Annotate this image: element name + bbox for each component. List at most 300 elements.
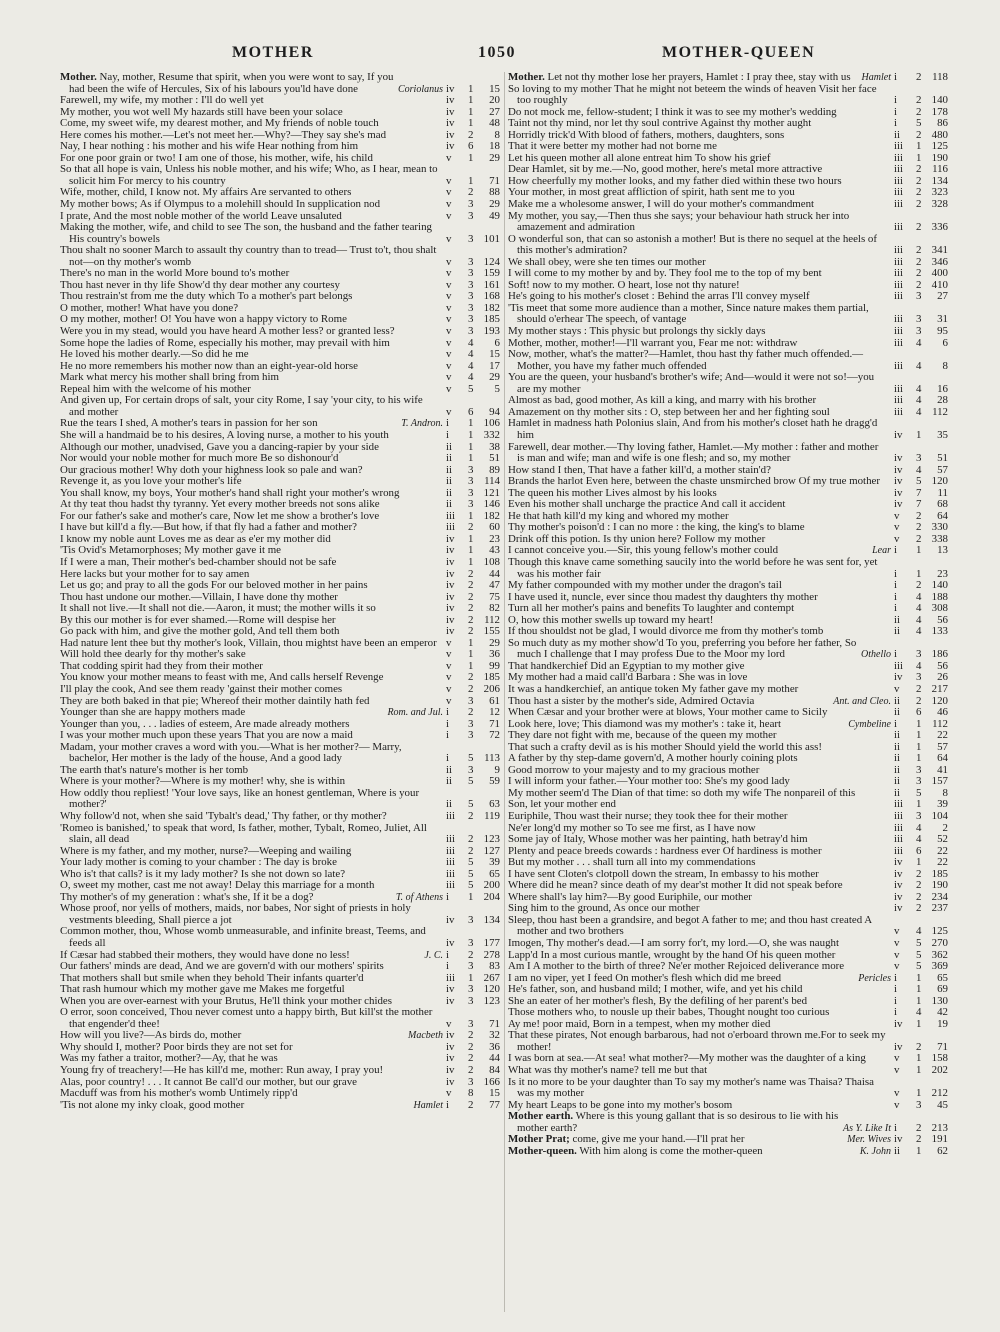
quotation-text: O, sweet my mother, cast me not away! Delay this marriage for a month [60, 879, 375, 892]
scene-ref: 1 [468, 890, 474, 903]
line-ref: 88 [489, 186, 500, 199]
act-ref: iv [446, 590, 455, 603]
act-ref: ii [894, 706, 901, 719]
line-ref: 65 [489, 867, 500, 880]
quotation-text: Ay me! poor maid, Born in a tempest, when my mother died [508, 1017, 771, 1030]
quotation-text: Good morrow to your majesty and to my gracious mother [508, 763, 760, 776]
act-ref: ii [446, 475, 453, 488]
scene-ref: 2 [468, 844, 474, 857]
scene-ref: 5 [468, 382, 474, 395]
concordance-entry [508, 211, 948, 234]
quotation-text: How oddly thou repliest! 'Your love says, like an honest gentleman, Where is your mother?' [60, 786, 420, 811]
scene-ref: 1 [468, 648, 474, 661]
line-ref: 123 [483, 833, 500, 846]
quotation-text: For one poor grain or two! I am one of those, his mother, wife, his child [60, 151, 373, 164]
act-ref: iv [446, 105, 455, 118]
line-ref: 328 [931, 198, 948, 211]
quotation-text: Mother earth. Where is this young gallant that is so desirous to lie with his mother earth? [508, 1110, 839, 1134]
scene-ref: 1 [916, 752, 922, 765]
scene-ref: 2 [468, 590, 474, 603]
line-ref: 39 [489, 856, 500, 869]
act-ref: v [446, 209, 452, 222]
line-ref: 71 [489, 1017, 500, 1030]
quotation-text: Who is't that calls? is it my lady mother? Is she not down so late? [60, 867, 346, 880]
scene-ref: 2 [916, 244, 922, 257]
line-ref: 178 [931, 105, 948, 118]
scene-ref: 1 [468, 151, 474, 164]
scene-ref: 2 [916, 105, 922, 118]
act-ref: ii [446, 775, 453, 788]
quotation-text: Thy mother's poison'd : I can no more : the king, the king's to blame [508, 521, 805, 534]
scene-ref: 1 [468, 94, 474, 107]
quotation-text: Dear Hamlet, sit by me.—No, good mother, here's metal more attractive [508, 163, 823, 176]
act-ref: i [446, 1098, 450, 1111]
scene-ref: 2 [468, 948, 474, 961]
line-ref: 108 [483, 555, 500, 568]
scene-ref: 4 [916, 382, 922, 395]
line-ref: 15 [489, 348, 500, 361]
line-ref: 62 [937, 1144, 948, 1157]
line-ref: 57 [937, 740, 948, 753]
scene-ref: 2 [916, 174, 922, 187]
act-ref: iii [894, 313, 904, 326]
act-ref: iii [894, 198, 904, 211]
act-ref: i [446, 752, 450, 765]
scene-ref: 3 [468, 1075, 474, 1088]
act-ref: iii [446, 833, 456, 846]
line-ref: 113 [484, 752, 500, 765]
play-title: Lear [872, 545, 891, 557]
act-ref: v [894, 948, 900, 961]
line-ref: 177 [483, 937, 500, 950]
line-ref: 206 [483, 682, 500, 695]
scene-ref: 8 [468, 1087, 474, 1100]
act-ref: ii [894, 786, 901, 799]
scene-ref: 2 [468, 671, 474, 684]
quotation-text: Nor would your noble mother for much more Be so dishonour'd [60, 452, 339, 465]
act-ref: i [894, 994, 898, 1007]
scene-ref: 1 [916, 1087, 922, 1100]
act-ref: i [894, 544, 898, 557]
act-ref: iii [894, 833, 904, 846]
act-ref: v [894, 532, 900, 545]
quotation-text: That codding spirit had they from their mother [60, 659, 263, 672]
act-ref: iii [894, 244, 904, 257]
line-ref: 140 [931, 579, 948, 592]
scene-ref: 1 [916, 729, 922, 742]
scene-ref: 2 [916, 198, 922, 211]
concordance-entry [508, 1146, 948, 1158]
scene-ref: 3 [468, 232, 474, 245]
scene-ref: 7 [916, 486, 922, 499]
line-ref: 94 [489, 405, 500, 418]
act-ref: v [894, 1052, 900, 1065]
quotation-text: Soft! now to my mother. O heart, lose not thy nature! [508, 278, 740, 291]
act-ref: v [446, 151, 452, 164]
act-ref: v [446, 348, 452, 361]
scene-ref: 3 [916, 810, 922, 822]
act-ref: iv [446, 1052, 455, 1065]
scene-ref: 5 [468, 867, 474, 880]
scene-ref: 4 [468, 371, 474, 384]
line-ref: 123 [483, 994, 500, 1007]
act-ref: iii [894, 267, 904, 280]
quotation-text: It shall not live.—It shall not die.—Aaron, it must; the mother wills it so [60, 602, 376, 615]
scene-ref: 1 [916, 1064, 922, 1077]
scene-ref: 1 [468, 105, 474, 118]
scene-ref: 3 [468, 278, 474, 291]
quotation-text: I know my noble aunt Loves me as dear as e'er my mother did [60, 532, 331, 545]
act-ref: i [446, 717, 450, 730]
line-ref: 323 [931, 186, 948, 199]
concordance-entry [60, 349, 500, 361]
act-ref: ii [894, 613, 901, 626]
quotation-text: Why should I, mother? Poor birds they are not set for [60, 1040, 293, 1053]
concordance-entry [60, 961, 500, 973]
scene-ref: 4 [916, 1006, 922, 1019]
concordance-entry [508, 442, 948, 465]
line-ref: 22 [937, 729, 948, 742]
quotation-text: A father by thy step-dame govern'd, A mother hourly coining plots [508, 752, 798, 765]
quotation-text: If Cæsar had stabbed their mothers, they would have done no less! [60, 948, 350, 961]
quotation-text: Sing him to the ground, As once our mother [508, 902, 700, 915]
line-ref: 212 [931, 1087, 948, 1100]
line-ref: 23 [937, 567, 948, 580]
line-ref: 99 [489, 659, 500, 672]
act-ref: iv [446, 140, 455, 153]
act-ref: v [446, 1017, 452, 1030]
line-ref: 120 [483, 983, 500, 996]
line-ref: 32 [489, 1029, 500, 1042]
act-ref: iv [446, 994, 455, 1007]
act-ref: v [446, 371, 452, 384]
concordance-entry [60, 222, 500, 245]
line-ref: 8 [942, 786, 948, 799]
line-ref: 51 [937, 452, 948, 465]
play-title: K. John [859, 1145, 891, 1157]
line-ref: 20 [489, 94, 500, 107]
scene-ref: 1 [468, 659, 474, 672]
quotation-text: I have sent Cloten's clotpoll down the stream, In embassy to his mother [508, 867, 819, 880]
line-ref: 29 [489, 371, 500, 384]
scene-ref: 1 [916, 717, 922, 730]
scene-ref: 3 [916, 1098, 922, 1111]
line-ref: 120 [931, 475, 948, 488]
scene-ref: 3 [468, 313, 474, 326]
scene-ref: 3 [468, 486, 474, 499]
quotation-text: Thou hast never in thy life Show'd thy dear mother any courtesy [60, 278, 340, 291]
quotation-text: Drink off this potion. Is thy union here? Follow my mother [508, 532, 766, 545]
act-ref: ii [894, 740, 901, 753]
line-ref: 270 [931, 937, 948, 950]
act-ref: iii [894, 336, 904, 349]
concordance-entry [508, 234, 948, 257]
quotation-text: Will hold thee dearly for thy mother's sake [60, 648, 246, 661]
quotation-text: I will come to my mother by and by. They fool me to the top of my bent [508, 267, 822, 280]
scene-ref: 2 [468, 521, 474, 534]
play-title: Macbeth [408, 1030, 443, 1042]
act-ref: v [446, 671, 452, 684]
scene-ref: 4 [468, 359, 474, 372]
quotation-text: Plenty and peace breeds cowards : hardness ever Of hardiness is mother [508, 844, 822, 857]
concordance-entry [508, 118, 948, 130]
quotation-text: He no more remembers his mother now than an eight-year-old horse [60, 359, 358, 372]
scene-ref: 6 [468, 405, 474, 418]
quotation-text: Alas, poor country! . . . It cannot Be call'd our mother, but our grave [60, 1075, 358, 1088]
line-ref: 77 [489, 1098, 500, 1111]
act-ref: iv [894, 428, 903, 441]
quotation-text: Turn all her mother's pains and benefits To laughter and contempt [508, 602, 795, 615]
line-ref: 29 [489, 636, 500, 649]
quotation-text: I'll play the cook, And see them ready 'gainst their mother comes [60, 682, 343, 695]
act-ref: i [446, 890, 450, 903]
line-ref: 72 [489, 729, 500, 742]
quotation-text: Our gracious mother! Why doth your highness look so pale and wan? [60, 463, 363, 476]
line-ref: 237 [931, 902, 948, 915]
quotation-text: If thou shouldst not be glad, I would divorce me from thy mother's tomb [508, 625, 824, 638]
act-ref: v [894, 925, 900, 938]
concordance-entry [60, 395, 500, 418]
act-ref: iv [446, 913, 455, 926]
quotation-text: You shall know, my boys, Your mother's hand shall right your mother's wrong [60, 486, 400, 499]
scene-ref: 2 [468, 602, 474, 615]
quotation-text: And given up, For certain drops of salt, your city Rome, I say 'your city, to his wife and mother [60, 394, 423, 418]
act-ref: iii [894, 359, 904, 372]
line-ref: 308 [931, 602, 948, 615]
line-ref: 68 [937, 498, 948, 511]
line-ref: 26 [937, 671, 948, 684]
concordance-entry [508, 1030, 948, 1053]
act-ref: v [446, 290, 452, 303]
line-ref: 185 [931, 867, 948, 880]
line-ref: 130 [931, 994, 948, 1007]
scene-ref: 5 [468, 856, 474, 869]
concordance-entry [60, 580, 500, 592]
quotation-text: I cannot conceive you.—Sir, this young fellow's mother could [508, 544, 779, 557]
scene-ref: 3 [916, 452, 922, 465]
quotation-text: So much duty as my mother show'd To you, preferring you before her father, So much I challenge that I may profess Due to the Moor my lord [508, 636, 857, 661]
concordance-entry [508, 326, 948, 338]
quotation-text: But my mother . . . shall turn all into my commendations [508, 856, 756, 869]
line-ref: 330 [931, 521, 948, 534]
scene-ref: 4 [916, 463, 922, 476]
act-ref: v [446, 648, 452, 661]
scene-ref: 2 [916, 71, 922, 83]
concordance-entry [60, 1088, 500, 1100]
act-ref: v [894, 521, 900, 534]
scene-ref: 1 [468, 428, 474, 441]
act-ref: v [446, 336, 452, 349]
scene-ref: 3 [468, 463, 474, 476]
quotation-text: Brands the harlot Even here, between the chaste unsmirched brow Of my true mother [508, 475, 880, 488]
quotation-text: At thy teat thou hadst thy tyranny. Yet every mother breeds not sons alike [60, 498, 380, 511]
line-ref: 182 [483, 301, 500, 314]
act-ref: iii [894, 821, 904, 834]
concordance-entry [508, 834, 948, 846]
scene-ref: 1 [468, 452, 474, 465]
act-ref: i [894, 579, 898, 592]
scene-ref: 5 [916, 960, 922, 973]
scene-ref: 1 [468, 82, 474, 95]
concordance-entry [508, 372, 948, 395]
line-ref: 158 [931, 1052, 948, 1065]
scene-ref: 3 [916, 775, 922, 788]
quotation-text: Was my father a traitor, mother?—Ay, that he was [60, 1052, 278, 1065]
act-ref: iv [446, 82, 455, 95]
line-ref: 71 [489, 717, 500, 730]
quotation-text: Come, my sweet wife, my dearest mother, and My friends of noble touch [60, 117, 379, 130]
quotation-text: When you are over-earnest with your Brutus, He'll think your mother chides [60, 994, 393, 1007]
scene-ref: 1 [468, 555, 474, 568]
line-ref: 64 [937, 509, 948, 522]
scene-ref: 1 [916, 428, 922, 441]
concordance-entry [508, 638, 948, 661]
quotation-text: Mother. Nay, mother, Resume that spirit, when you were wont to say, If you had been the wife of Hercules, Six of his labours you'ld have done [60, 71, 394, 95]
scene-ref: 1 [916, 983, 922, 996]
act-ref: v [894, 509, 900, 522]
quotation-text: Look here, love; This diamond was my mother's : take it, heart [508, 717, 782, 730]
scene-ref: 2 [916, 521, 922, 534]
play-title: Mer. Wives [847, 1134, 891, 1146]
scene-ref: 2 [916, 267, 922, 280]
concordance-entry [508, 303, 948, 326]
scene-ref: 2 [916, 1121, 922, 1134]
scene-ref: 3 [468, 729, 474, 742]
act-ref: v [446, 682, 452, 695]
scene-ref: 5 [916, 475, 922, 488]
concordance-entry [508, 811, 948, 823]
line-ref: 83 [489, 960, 500, 973]
concordance-entry [60, 164, 500, 187]
line-ref: 51 [489, 452, 500, 465]
act-ref: v [446, 174, 452, 187]
concordance-entry [60, 95, 500, 107]
quotation-text: I will inform your father.—Your mother too: She's my good lady [508, 775, 790, 788]
quotation-text: Thou hast undone our mother.—Villain, I have done thy mother [60, 590, 338, 603]
line-ref: 6 [494, 336, 500, 349]
act-ref: v [446, 313, 452, 326]
line-ref: 190 [931, 151, 948, 164]
headword: Mother earth. [508, 1110, 574, 1123]
headword: Mother. [508, 71, 545, 83]
scene-ref: 3 [468, 255, 474, 268]
play-title: As Y. Like It [843, 1122, 891, 1134]
quotation-text: My father compounded with my mother under the dragon's tail [508, 579, 782, 592]
quotation-text: That rash humour which my mother gave me Makes me forgetful [60, 983, 345, 996]
scene-ref: 2 [916, 890, 922, 903]
scene-ref: 2 [916, 221, 922, 234]
act-ref: iv [894, 1017, 903, 1030]
act-ref: i [894, 717, 898, 730]
concordance-entry [60, 1007, 500, 1030]
act-ref: iii [446, 509, 456, 522]
line-ref: 2 [942, 821, 948, 834]
line-ref: 52 [937, 833, 948, 846]
line-ref: 63 [489, 798, 500, 811]
quotation-text: Imogen, Thy mother's dead.—I am sorry for't, my lord.—O, she was naught [508, 937, 839, 950]
line-ref: 369 [931, 960, 948, 973]
quotation-text: Macduff was from his mother's womb Untimely ripp'd [60, 1087, 298, 1100]
scene-ref: 7 [916, 498, 922, 511]
quotation-text: Whose proof, nor yells of mothers, maids, nor babes, Nor sight of priests in holy vestments bleeding, Shall pierce a jot [60, 902, 411, 926]
concordance-entry [508, 730, 948, 742]
concordance-entry [508, 476, 948, 488]
concordance-entry [60, 326, 500, 338]
scene-ref: 2 [916, 902, 922, 915]
line-ref: 166 [483, 1075, 500, 1088]
scene-ref: 2 [468, 833, 474, 846]
line-ref: 49 [489, 209, 500, 222]
quotation-text: Revenge it, as you love your mother's life [60, 475, 242, 488]
line-ref: 104 [931, 810, 948, 822]
act-ref: i [894, 1121, 898, 1134]
quotation-text: He's going to his mother's closet : Behind the arras I'll convey myself [508, 290, 810, 303]
scene-ref: 3 [468, 1017, 474, 1030]
quotation-text: Common mother, thou, Whose womb unmeasurable, and infinite breast, Teems, and feeds all [60, 925, 426, 950]
line-ref: 6 [942, 336, 948, 349]
line-ref: 86 [937, 117, 948, 130]
scene-ref: 2 [468, 682, 474, 695]
line-ref: 202 [931, 1064, 948, 1077]
line-ref: 118 [932, 71, 948, 83]
quotation-text: Younger than you, . . . ladies of esteem, Are made already mothers [60, 717, 350, 730]
act-ref: v [446, 636, 452, 649]
line-ref: 191 [931, 1133, 948, 1146]
line-ref: 127 [483, 844, 500, 857]
scene-ref: 4 [916, 602, 922, 615]
concordance-entry [60, 1100, 500, 1112]
quotation-text: My heart Leaps to be gone into my mother's bosom [508, 1098, 733, 1111]
act-ref: iv [894, 902, 903, 915]
act-ref: iv [446, 602, 455, 615]
quotation-text: Where shall's lay him?—By good Euriphile, our mother [508, 890, 752, 903]
scene-ref: 3 [916, 325, 922, 338]
act-ref: iv [446, 544, 455, 557]
act-ref: ii [446, 486, 453, 499]
line-ref: 234 [931, 890, 948, 903]
scene-ref: 3 [916, 671, 922, 684]
concordance-entry [508, 557, 948, 580]
column-divider [504, 72, 505, 1312]
line-ref: 22 [937, 844, 948, 857]
scene-ref: 2 [916, 163, 922, 176]
act-ref: iv [446, 1029, 455, 1042]
quotation-text: Thou restrain'st from me the duty which To a mother's part belongs [60, 290, 353, 303]
act-ref: v [446, 255, 452, 268]
scene-ref: 1 [468, 532, 474, 545]
act-ref: i [446, 417, 450, 430]
concordance-entry [60, 476, 500, 488]
act-ref: ii [894, 752, 901, 765]
quotation-text: Our fathers' minds are dead, And we are govern'd with our mothers' spirits [60, 960, 384, 973]
quotation-text: Thou hast a sister by the mother's side, Admired Octavia [508, 694, 755, 707]
scene-ref: 2 [916, 682, 922, 695]
act-ref: i [894, 105, 898, 118]
line-ref: 278 [483, 948, 500, 961]
act-ref: v [446, 382, 452, 395]
line-ref: 134 [931, 174, 948, 187]
scene-ref: 4 [468, 336, 474, 349]
quotation-text: The earth that's nature's mother is her tomb [60, 763, 249, 776]
quotation-text: I am no viper, yet I feed On mother's flesh which did me breed [508, 971, 782, 984]
line-ref: 57 [937, 463, 948, 476]
quotation-text: My mother, you say,—Then thus she says; your behaviour hath struck her into amazement and admiration [508, 209, 850, 234]
act-ref: iii [894, 221, 904, 234]
line-ref: 400 [931, 267, 948, 280]
line-ref: 112 [932, 405, 948, 418]
act-ref: v [446, 694, 452, 707]
act-ref: iii [894, 798, 904, 811]
